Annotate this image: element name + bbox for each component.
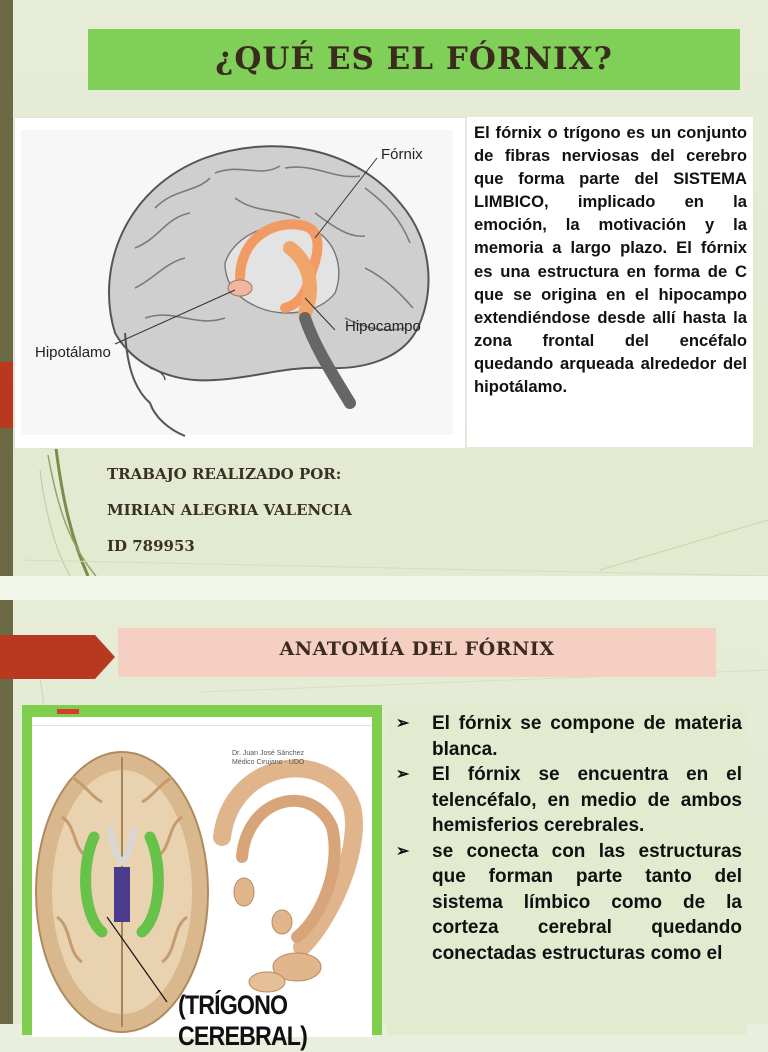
bullet-arrow-icon: ➢ [396,715,410,732]
section-heading-bar [118,628,716,677]
trigono-caption: (TRÍGONO CEREBRAL) [178,990,307,1051]
author-credit [107,460,352,568]
image-credit-line-2: Médico Cirujano - UDO [232,759,305,766]
credit-line-2: MIRIAN ALEGRIA VALENCIA [107,501,352,519]
slide-title: ¿QUÉ ES EL FÓRNIX? [215,41,613,77]
bullet-list [386,705,746,966]
red-arrow-tab [0,635,115,679]
bullet-text: se conecta con las estructuras que forman parte tanto del sistema límbico como de la corteza cerebral quedando conectadas estructuras como el [432,840,742,964]
bullet-text: El fórnix se compone de materia blanca. [432,713,742,760]
bullet-arrow-icon: ➢ [396,766,410,783]
anatomy-bullets [386,705,746,1035]
slide-red-accent-tab [0,362,13,428]
image-credit [232,749,304,767]
definition-text: El fórnix o trígono es un conjunto de fibras nerviosas del cerebro que forma parte del SISTEMA LIMBICO, implicado en la emoción, la motivación y la memoria a largo plazo. El fórnix es una estructura en forma de C que se origina en el hipocampo extendiéndose desde allí hasta la zona frontal del encéfalo quedando arqueada alrededor del hipotálamo. [474,123,747,397]
definition-box [467,117,753,447]
slide-separator [0,576,768,600]
label-hipotalamo: Hipotálamo [35,344,111,361]
slide-left-sidebar [0,0,13,576]
brain-illustration [15,118,465,448]
bullet-item [392,711,742,762]
image-credit-line-1: Dr. Juan José Sánchez [232,750,304,757]
label-fornix: Fórnix [381,146,423,163]
section-heading: ANATOMÍA DEL FÓRNIX [279,638,555,660]
credit-line-1: TRABAJO REALIZADO POR: [107,465,342,483]
slide-fornix-anatomy [0,600,768,1051]
bullet-text: El fórnix se encuentra en el telencéfalo, en medio de ambos hemisferios cerebrales. [432,764,742,836]
bullet-arrow-icon: ➢ [396,842,410,860]
credit-line-3: ID 789953 [107,537,195,555]
bullet-item [392,839,742,967]
image-red-logo-mark [57,709,79,714]
brain-figure [14,117,466,449]
label-hipocampo: Hipocampo [345,318,421,335]
bullet-item [392,762,742,839]
slide-title-bar [88,29,740,90]
trigono-image-panel [22,705,382,1051]
brain-section-illustration [32,717,372,1037]
trigono-image [32,717,372,1051]
